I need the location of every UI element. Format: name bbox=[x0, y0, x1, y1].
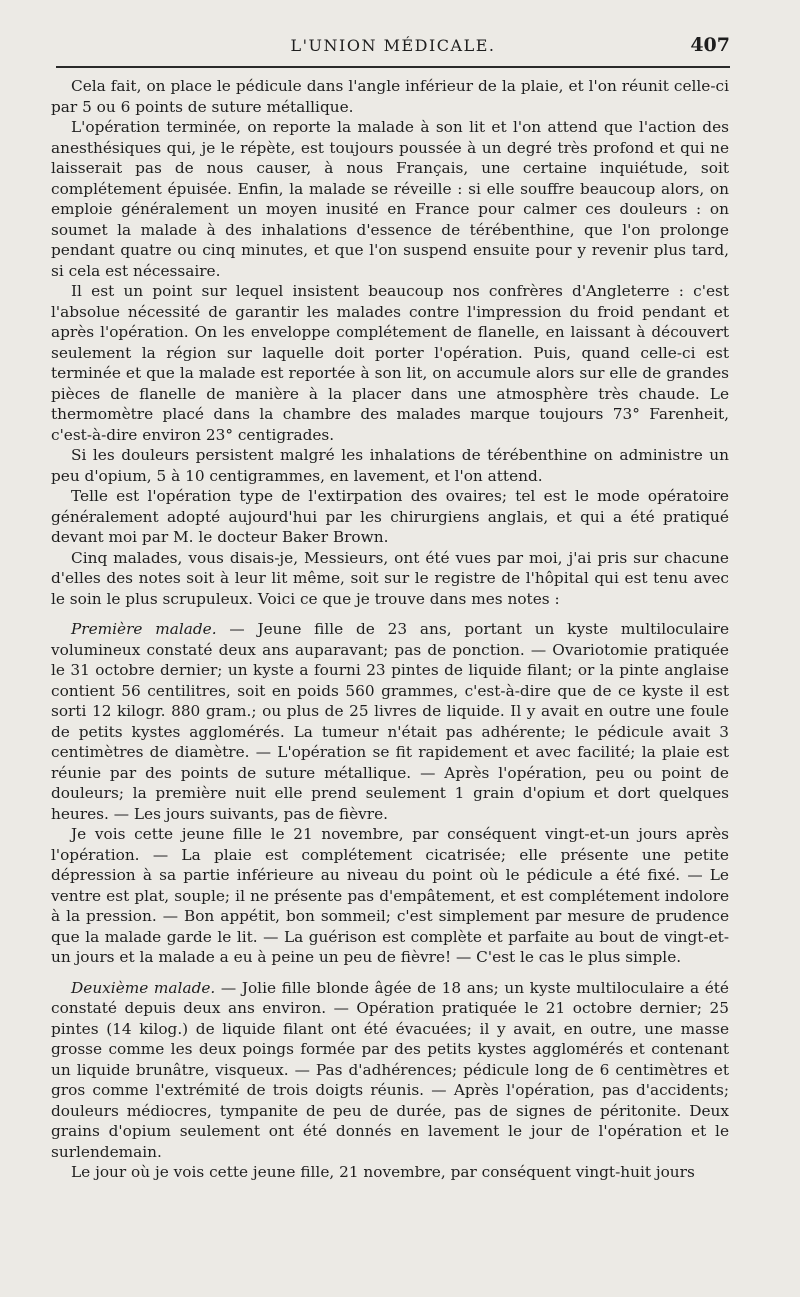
case-text: — Jeune fille de 23 ans, portant un kyste multiloculaire volumineux constaté deux ans auparavant; pas de ponction. — Ovariotomie pratiquée le 31 octobre dernier; un kyste a fourni 23 pintes de liquide filant; or la pinte anglaise contient 56 centilitres, soit en poids 560 grammes, c'est-à-dire que de ce kyste il est sorti 12 kilogr. 880 gram.; ou plus de 25 livres de liquide. Il y avait en outre une foule de petits kystes agglomérés. La tumeur n'était pas adhérente; le pédicule avait 3 centimètres de diamètre. — L'opération se fit rapidement et avec facilité; la plaie est réunie par des points de suture métallique. — Après l'opération, peu ou point de douleurs; la première nuit elle prend seulement 1 grain d'opium et dort quelques heures. — Les jours suivants, pas de fièvre. bbox=[51, 620, 729, 823]
body-text bbox=[51, 76, 729, 1183]
header-rule bbox=[56, 66, 730, 68]
running-head: L'UNION MÉDICALE. bbox=[290, 36, 496, 55]
paragraph: Cela fait, on place le pédicule dans l'angle inférieur de la plaie, et l'on réunit celle-ci par 5 ou 6 points de suture métallique. bbox=[51, 77, 729, 116]
paragraph: Si les douleurs persistent malgré les inhalations de térébenthine on administre un peu d'opium, 5 à 10 centigrammes, en lavement, et l'on attend. bbox=[51, 446, 729, 485]
paragraph: Il est un point sur lequel insistent beaucoup nos confrères d'Angleterre : c'est l'absolue nécessité de garantir les malades contre l'impression du froid pendant et après l'opération. On les enveloppe complétement de flanelle, en laissant à découvert seulement la région sur laquelle doit porter l'opération. Puis, quand celle-ci est terminée et que la malade est reportée à son lit, on accumule alors sur elle de grandes pièces de flanelle de manière à la placer dans une atmosphère très chaude. Le thermomètre placé dans la chambre des malades marque toujours 73° Farenheit, c'est-à-dire environ 23° centigrades. bbox=[51, 282, 729, 444]
paragraph: Telle est l'opération type de l'extirpation des ovaires; tel est le mode opératoire généralement adopté aujourd'hui par les chirurgiens anglais, et qui a été pratiqué devant moi par M. le docteur Baker Brown. bbox=[51, 487, 729, 546]
case-title: Deuxième malade. bbox=[71, 978, 216, 997]
paragraph: Je vois cette jeune fille le 21 novembre, par conséquent vingt-et-un jours après l'opération. — La plaie est complétement cicatrisée; elle présente une petite dépression à sa partie inférieure au niveau du point où le pédicule a été fixé. — Le ventre est plat, souple; il ne présente pas d'empâtement, et est complétement indolore à la pression. — Bon appétit, bon sommeil; c'est simplement par mesure de prudence que la malade garde le lit. — La guérison est complète et parfaite au bout de vingt-et-un jours et la malade a eu à peine un peu de fièvre! — C'est le cas le plus simple. bbox=[51, 825, 729, 966]
paragraph: L'opération terminée, on reporte la malade à son lit et l'on attend que l'action des anesthésiques qui, je le répète, est toujours poussée à un degré très profond et qui ne laisserait pas de nous causer, à nous Français, une certaine inquiétude, soit complétement épuisée. Enfin, la malade se réveille : si elle souffre beaucoup alors, on emploie généralement un moyen inusité en France pour calmer ces douleurs : on soumet la malade à des inhalations d'essence de térébenthine, que l'on prolonge pendant quatre ou cinq minutes, et que l'on suspend ensuite pour y revenir plus tard, si cela est nécessaire. bbox=[51, 118, 729, 280]
case-title: Première malade. bbox=[71, 620, 217, 638]
case-text: — Jolie fille blonde âgée de 18 ans; un kyste multiloculaire a été constaté depuis deux ans environ. — Opération pratiquée le 21 octobre dernier; 25 pintes (14 kilog.) de liquide filant ont été évacuées; il y avait, en outre, une masse grosse comme les deux poings formée par des petits kystes agglomérés et contenant un liquide brunâtre, visqueux. — Pas d'adhérences; pédicule long de 6 centimètres et gros comme l'extrémité de trois doigts réunis. — Après l'opération, pas d'accidents; douleurs médiocres, tympanite de peu de durée, pas de signes de péritonite. Deux grains d'opium seulement ont été donnés en lavement le jour de l'opération et le surlendemain. bbox=[51, 978, 729, 1161]
paragraph: Le jour où je vois cette jeune fille, 21 novembre, par conséquent vingt-huit jours bbox=[71, 1163, 695, 1181]
case-paragraph bbox=[51, 619, 729, 824]
case-paragraph bbox=[51, 978, 729, 1163]
page-number: 407 bbox=[690, 34, 730, 56]
page-header bbox=[56, 34, 730, 58]
paragraph: Cinq malades, vous disais-je, Messieurs, ont été vues par moi, j'ai pris sur chacune d'elles des notes soit à leur lit même, soit sur le registre de l'hôpital qui est tenu avec le soin le plus scrupuleux. Voici ce que je trouve dans mes notes : bbox=[51, 548, 729, 608]
